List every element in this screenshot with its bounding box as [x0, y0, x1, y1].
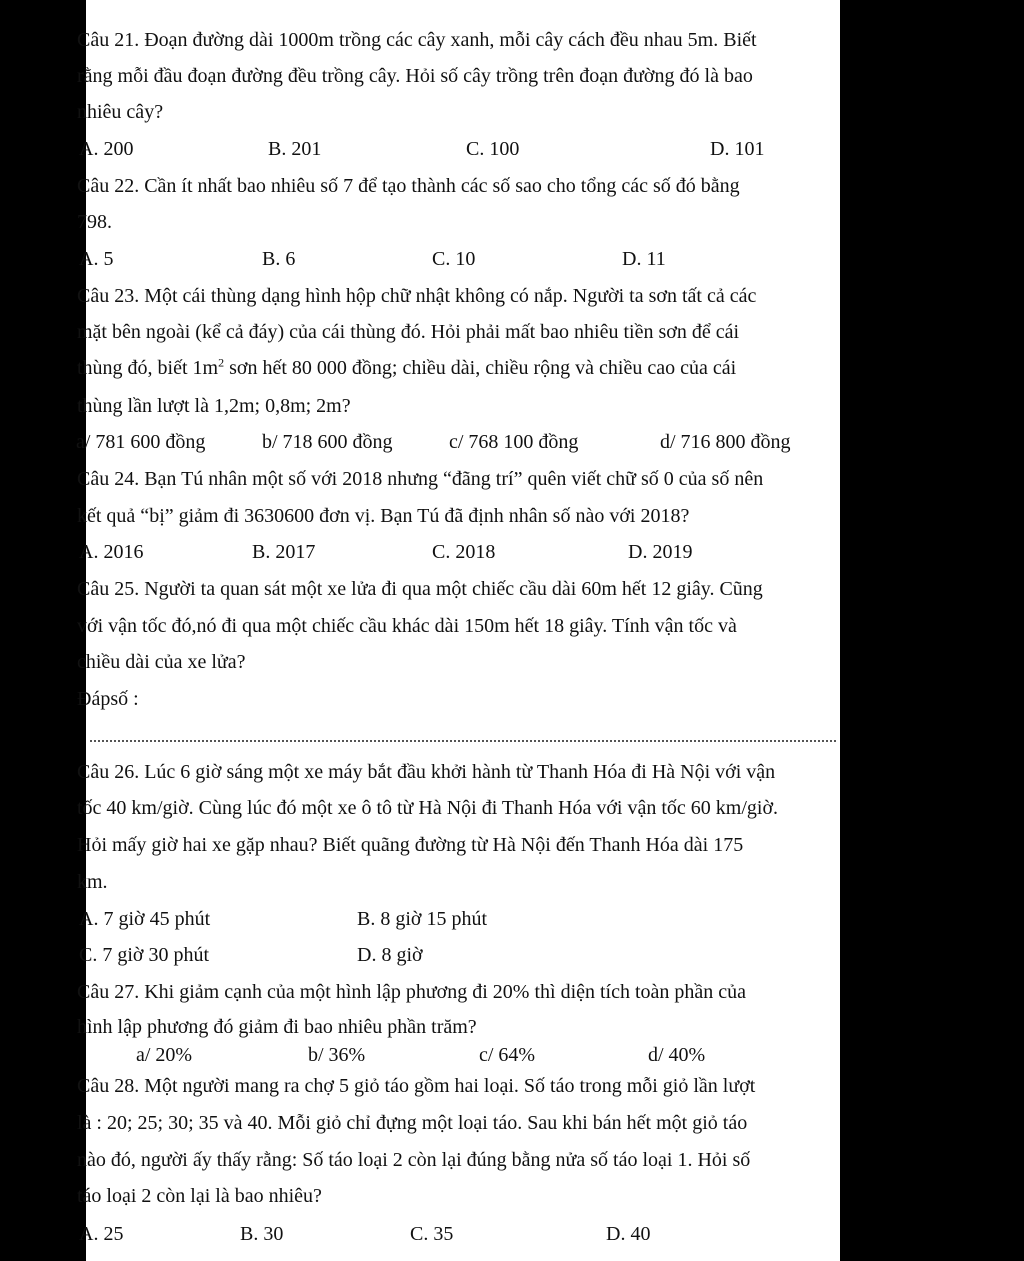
q21-option-b: B. 201: [268, 138, 322, 160]
q22-option-c: C. 10: [432, 248, 476, 270]
q26-option-a: A. 7 giờ 45 phút: [79, 908, 211, 930]
q26-line-2: tốc 40 km/giờ. Cùng lúc đó một xe ô tô từ Hà Nội đi Thanh Hóa với vận tốc 60 km/giờ.: [77, 797, 779, 819]
q22-option-a: A. 5: [79, 248, 114, 270]
q21-option-c: C. 100: [466, 138, 520, 160]
q23-option-b: b/ 718 600 đồng: [262, 431, 393, 453]
document-page: [76, 0, 840, 1261]
q27-option-c: c/ 64%: [479, 1044, 536, 1066]
q21-option-a: A. 200: [79, 138, 134, 160]
q24-option-a: A. 2016: [79, 541, 144, 563]
q26-option-d: D. 8 giờ: [357, 944, 423, 966]
q21-line-2: rằng mỗi đầu đoạn đường đều trồng cây. Hỏi số cây trồng trên đoạn đường đó là bao: [77, 65, 753, 87]
q25-answer-label: Đápsố :: [77, 688, 139, 710]
q23-line-3-sup: 2: [218, 355, 225, 370]
q25-line-1: Câu 25. Người ta quan sát một xe lửa đi qua một chiếc cầu dài 60m hết 12 giây. Cũng: [77, 578, 763, 600]
q27-option-a: a/ 20%: [136, 1044, 193, 1066]
q24-option-d: D. 2019: [628, 541, 693, 563]
q23-option-c: c/ 768 100 đồng: [449, 431, 579, 453]
q23-line-4: thùng lần lượt là 1,2m; 0,8m; 2m?: [77, 395, 351, 417]
q26-line-4: km.: [77, 871, 108, 893]
q27-option-d: d/ 40%: [648, 1044, 706, 1066]
q25-line-2: với vận tốc đó,nó đi qua một chiếc cầu khác dài 150m hết 18 giây. Tính vận tốc và: [77, 615, 737, 637]
q26-option-b: B. 8 giờ 15 phút: [357, 908, 488, 930]
q27-line-2: hình lập phương đó giảm đi bao nhiêu phần trăm?: [77, 1016, 477, 1038]
q23-line-3: [77, 356, 736, 380]
q26-line-1: Câu 26. Lúc 6 giờ sáng một xe máy bắt đầu khởi hành từ Thanh Hóa đi Hà Nội với vận: [77, 761, 776, 783]
q22-option-d: D. 11: [622, 248, 666, 270]
q23-line-1: Câu 23. Một cái thùng dạng hình hộp chữ nhật không có nắp. Người ta sơn tất cả các: [77, 285, 757, 307]
q28-line-4: táo loại 2 còn lại là bao nhiêu?: [77, 1185, 322, 1207]
q26-option-c: C. 7 giờ 30 phút: [79, 944, 210, 966]
q21-option-d: D. 101: [710, 138, 765, 160]
q27-line-1: Câu 27. Khi giảm cạnh của một hình lập phương đi 20% thì diện tích toàn phần của: [77, 981, 747, 1003]
q21-line-3: nhiêu cây?: [77, 101, 164, 123]
q28-option-b: B. 30: [240, 1223, 284, 1245]
q28-line-2: là : 20; 25; 30; 35 và 40. Mỗi giỏ chỉ đựng một loại táo. Sau khi bán hết một giỏ táo: [77, 1112, 748, 1134]
answer-dotted-line: [90, 740, 836, 742]
q22-line-2: 798.: [77, 211, 112, 233]
q21-line-1: Câu 21. Đoạn đường dài 1000m trồng các cây xanh, mỗi cây cách đều nhau 5m. Biết: [77, 29, 757, 51]
q23-option-a: a/ 781 600 đồng: [76, 431, 206, 453]
q24-option-c: C. 2018: [432, 541, 496, 563]
q28-line-1: Câu 28. Một người mang ra chợ 5 giỏ táo gồm hai loại. Số táo trong mỗi giỏ lần lượt: [77, 1075, 756, 1097]
q27-option-b: b/ 36%: [308, 1044, 366, 1066]
q24-line-1: Câu 24. Bạn Tú nhân một số với 2018 nhưng “đãng trí” quên viết chữ số 0 của số nên: [77, 468, 764, 490]
q28-option-c: C. 35: [410, 1223, 454, 1245]
q23-line-3-after: sơn hết 80 000 đồng; chiều dài, chiều rộng và chiều cao của cái: [224, 357, 737, 379]
q25-line-3: chiều dài của xe lửa?: [77, 651, 246, 673]
q28-option-d: D. 40: [606, 1223, 651, 1245]
q23-line-3-before: thùng đó, biết 1m: [77, 357, 219, 379]
q23-line-2: mặt bên ngoài (kể cả đáy) của cái thùng đó. Hỏi phải mất bao nhiêu tiền sơn để cái: [77, 321, 740, 343]
q22-line-1: Câu 22. Cần ít nhất bao nhiêu số 7 để tạo thành các số sao cho tổng các số đó bằng: [77, 175, 740, 197]
q28-line-3: nào đó, người ấy thấy rằng: Số táo loại 2 còn lại đúng bằng nửa số táo loại 1. Hỏi số: [77, 1149, 751, 1171]
q24-line-2: kết quả “bị” giảm đi 3630600 đơn vị. Bạn Tú đã định nhân số nào với 2018?: [77, 505, 690, 527]
q22-option-b: B. 6: [262, 248, 296, 270]
q24-option-b: B. 2017: [252, 541, 316, 563]
q23-option-d: d/ 716 800 đồng: [660, 431, 791, 453]
q28-option-a: A. 25: [79, 1223, 124, 1245]
q26-line-3: Hỏi mấy giờ hai xe gặp nhau? Biết quãng đường từ Hà Nội đến Thanh Hóa dài 175: [77, 834, 744, 856]
